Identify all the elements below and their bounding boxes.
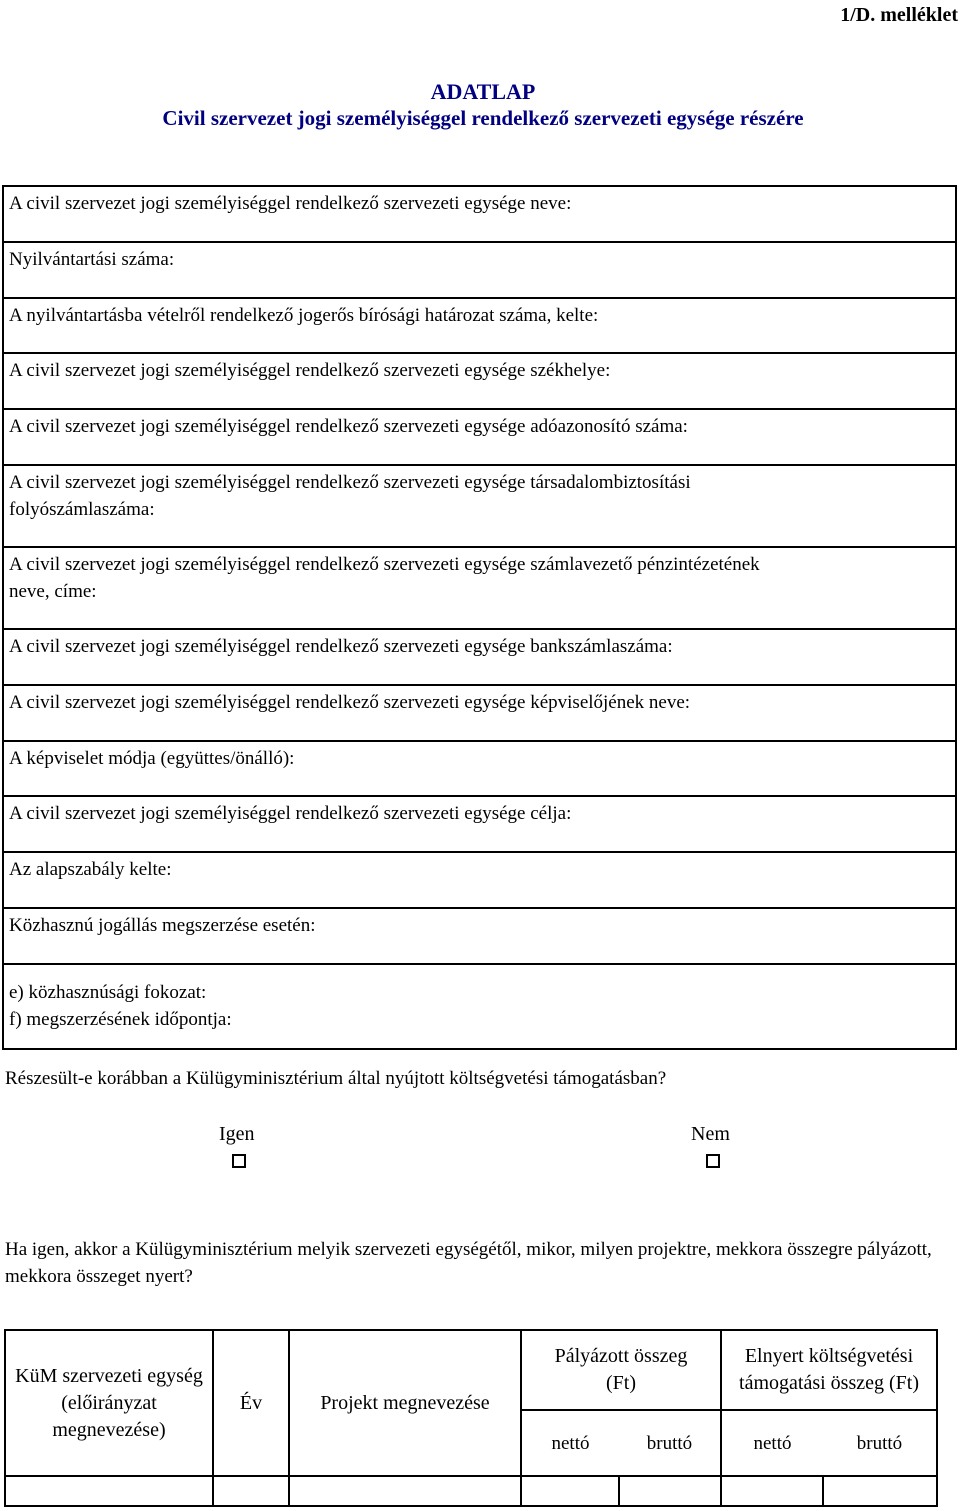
form-row[interactable] xyxy=(4,243,955,299)
question-details: Ha igen, akkor a Külügyminisztérium melyik szervezeti egységétől, mikor, milyen projektre, mekkora összegre pályázott, mekkora összeget nyert? xyxy=(5,1239,932,1287)
option-yes-checkbox[interactable] xyxy=(232,1154,246,1168)
support-history-table xyxy=(4,1329,938,1507)
form-row-label: f) megszerzésének időpontja: xyxy=(9,1009,232,1030)
form-row[interactable] xyxy=(4,354,955,410)
header-applied-gross: bruttó xyxy=(619,1410,721,1476)
header-applied-amount: Pályázott összeg (Ft) xyxy=(521,1330,721,1410)
form-row[interactable] xyxy=(4,686,955,742)
form-row-label: A civil szervezet jogi személyiséggel rendelkező szervezeti egysége székhelye: xyxy=(9,360,611,381)
form-row[interactable] xyxy=(4,299,955,354)
form-row[interactable] xyxy=(4,410,955,466)
header-won-net: nettó xyxy=(721,1410,823,1476)
form-row-label: neve, címe: xyxy=(9,581,97,602)
form-row-label: A nyilvántartásba vételről rendelkező jogerős bírósági határozat száma, kelte: xyxy=(9,305,599,326)
table-cell[interactable] xyxy=(823,1476,937,1506)
form-row-label: A civil szervezet jogi személyiséggel rendelkező szervezeti egysége számlavezető pénzintézetének xyxy=(9,554,760,575)
table-cell[interactable] xyxy=(289,1476,521,1506)
form-row[interactable] xyxy=(4,187,955,243)
form-row-label: A civil szervezet jogi személyiséggel rendelkező szervezeti egysége célja: xyxy=(9,803,572,824)
form-row-label: Közhasznú jogállás megszerzése esetén: xyxy=(9,915,316,936)
option-no-label: Nem xyxy=(691,1123,730,1145)
form-row[interactable] xyxy=(4,466,955,548)
form-row-label: folyószámlaszáma: xyxy=(9,499,155,520)
form-row-label: A civil szervezet jogi személyiséggel rendelkező szervezeti egysége társadalombiztosítási xyxy=(9,472,691,493)
form-row-label: Az alapszabály kelte: xyxy=(9,859,172,880)
form-row-label: A képviselet módja (együttes/önálló): xyxy=(9,748,295,769)
form-row-label: e) közhasznúsági fokozat: xyxy=(9,982,207,1003)
header-won-amount: Elnyert költségvetési támogatási összeg (Ft) xyxy=(721,1330,937,1410)
form-row-label: Nyilvántartási száma: xyxy=(9,249,175,270)
header-unit: KüM szervezeti egység (előirányzat megnevezése) xyxy=(5,1330,213,1476)
table-cell[interactable] xyxy=(721,1476,823,1506)
header-project: Projekt megnevezése xyxy=(289,1330,521,1476)
page-subtitle: Civil szervezet jogi személyiséggel rendelkező szervezeti egysége részére xyxy=(162,106,804,130)
form-row[interactable] xyxy=(4,742,955,797)
table-cell[interactable] xyxy=(213,1476,289,1506)
page-title: ADATLAP xyxy=(430,79,536,104)
table-cell[interactable] xyxy=(521,1476,619,1506)
form-row[interactable] xyxy=(4,853,955,909)
option-no-checkbox[interactable] xyxy=(706,1154,720,1168)
form-row[interactable] xyxy=(4,630,955,686)
form-row-label: A civil szervezet jogi személyiséggel rendelkező szervezeti egysége képviselőjének neve: xyxy=(9,692,691,713)
table-cell[interactable] xyxy=(619,1476,721,1506)
header-won-gross: bruttó xyxy=(823,1410,937,1476)
data-sheet-form xyxy=(2,185,957,1050)
form-row[interactable] xyxy=(4,965,955,1048)
form-row[interactable] xyxy=(4,909,955,965)
header-applied-net: nettó xyxy=(521,1410,619,1476)
question-prior-support: Részesült-e korábban a Külügyminisztérium által nyújtott költségvetési támogatásban? xyxy=(5,1068,667,1089)
header-year: Év xyxy=(213,1330,289,1476)
form-row-label: A civil szervezet jogi személyiséggel rendelkező szervezeti egysége adóazonosító száma: xyxy=(9,416,688,437)
annex-label: 1/D. melléklet xyxy=(840,4,958,26)
table-cell[interactable] xyxy=(5,1476,213,1506)
form-row-label: A civil szervezet jogi személyiséggel rendelkező szervezeti egysége bankszámlaszáma: xyxy=(9,636,673,657)
form-row-label: A civil szervezet jogi személyiséggel rendelkező szervezeti egysége neve: xyxy=(9,193,572,214)
option-yes-label: Igen xyxy=(219,1123,255,1145)
form-row[interactable] xyxy=(4,797,955,853)
form-row[interactable] xyxy=(4,548,955,630)
